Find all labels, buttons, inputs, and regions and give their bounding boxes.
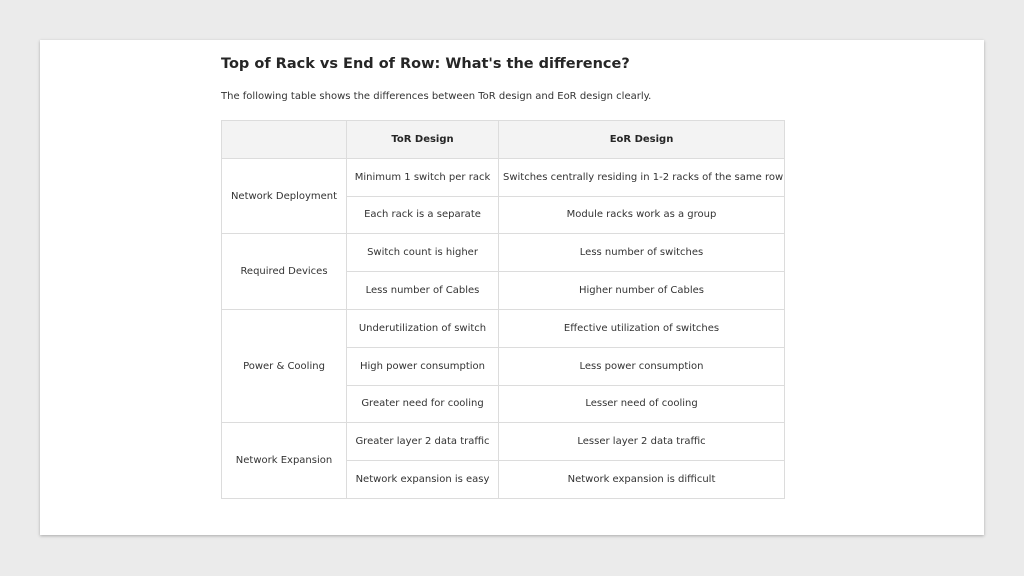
group-label: Required Devices bbox=[222, 234, 347, 310]
header-tor-design: ToR Design bbox=[347, 121, 499, 159]
eor-cell: Lesser layer 2 data traffic bbox=[499, 423, 785, 461]
eor-cell: Lesser need of cooling bbox=[499, 385, 785, 423]
eor-cell: Module racks work as a group bbox=[499, 196, 785, 234]
tor-cell: High power consumption bbox=[347, 347, 499, 385]
tor-cell: Less number of Cables bbox=[347, 272, 499, 310]
eor-cell: Higher number of Cables bbox=[499, 272, 785, 310]
group-label: Network Expansion bbox=[222, 423, 347, 499]
article-intro: The following table shows the differences between ToR design and EoR design clearly. bbox=[221, 91, 652, 102]
eor-cell: Network expansion is difficult bbox=[499, 461, 785, 499]
article-card bbox=[40, 40, 984, 535]
table-row bbox=[222, 234, 785, 272]
tor-cell: Minimum 1 switch per rack bbox=[347, 158, 499, 196]
table-header-row bbox=[222, 121, 785, 159]
tor-cell: Greater layer 2 data traffic bbox=[347, 423, 499, 461]
eor-cell: Less power consumption bbox=[499, 347, 785, 385]
tor-cell: Underutilization of switch bbox=[347, 309, 499, 347]
table-row bbox=[222, 158, 785, 196]
eor-cell: Switches centrally residing in 1-2 racks of the same row bbox=[499, 158, 785, 196]
article-title: Top of Rack vs End of Row: What's the difference? bbox=[221, 56, 630, 72]
table-row bbox=[222, 423, 785, 461]
group-label: Power & Cooling bbox=[222, 309, 347, 422]
tor-cell: Each rack is a separate bbox=[347, 196, 499, 234]
header-blank bbox=[222, 121, 347, 159]
table-row bbox=[222, 309, 785, 347]
tor-cell: Greater need for cooling bbox=[347, 385, 499, 423]
comparison-table bbox=[221, 120, 785, 499]
eor-cell: Effective utilization of switches bbox=[499, 309, 785, 347]
tor-cell: Switch count is higher bbox=[347, 234, 499, 272]
eor-cell: Less number of switches bbox=[499, 234, 785, 272]
tor-cell: Network expansion is easy bbox=[347, 461, 499, 499]
header-eor-design: EoR Design bbox=[499, 121, 785, 159]
group-label: Network Deployment bbox=[222, 158, 347, 234]
